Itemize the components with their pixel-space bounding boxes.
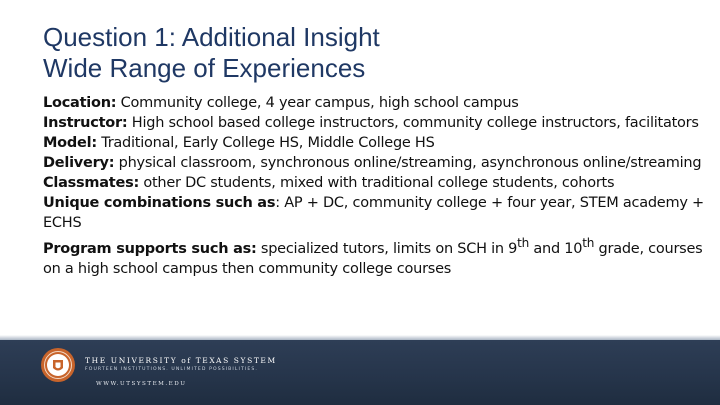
title-line-1: Question 1: Additional Insight [43, 22, 380, 52]
footer-url[interactable]: WWW.UTSYSTEM.EDU [96, 381, 187, 387]
item-label: Program supports such as: [43, 240, 257, 257]
ut-seal-icon [40, 347, 76, 383]
item-label: Instructor: [43, 115, 128, 131]
footer-band [0, 340, 720, 405]
item-text: Traditional, Early College HS, Middle College HS [96, 135, 435, 151]
item-location [43, 93, 713, 113]
item-label: Model: [43, 135, 97, 151]
superscript: th [517, 236, 530, 250]
item-delivery [43, 153, 713, 173]
item-text: : AP + DC, community college + four year, STEM academy + ECHS [43, 195, 704, 231]
item-text: Community college, 4 year campus, high school campus [116, 95, 519, 111]
slide-title [43, 22, 380, 84]
item-label: Location: [43, 95, 117, 111]
item-label: Classmates: [43, 175, 139, 191]
item-classmates [43, 173, 713, 193]
item-text: physical classroom, synchronous online/streaming, asynchronous online/streaming [114, 155, 702, 171]
item-text: High school based college instructors, community college instructors, facilitators [127, 115, 699, 131]
bullet-body [43, 93, 713, 279]
footer-tagline: FOURTEEN INSTITUTIONS. UNLIMITED POSSIBILITIES. [85, 367, 258, 372]
item-text: other DC students, mixed with traditional college students, cohorts [139, 175, 615, 191]
superscript: th [582, 236, 595, 250]
footer-org-name: THE UNIVERSITY of TEXAS SYSTEM [85, 356, 277, 365]
item-text: grade, courses on a high school campus then community college courses [43, 240, 703, 277]
item-label: Delivery: [43, 155, 115, 171]
title-line-2: Wide Range of Experiences [43, 53, 366, 83]
item-instructor [43, 113, 713, 133]
item-program-supports [43, 233, 713, 279]
item-text: and 10 [529, 240, 583, 257]
item-model [43, 133, 713, 153]
item-unique-combinations [43, 193, 713, 233]
item-text: specialized tutors, limits on SCH in 9 [256, 240, 518, 257]
item-label: Unique combinations such as [43, 195, 276, 211]
